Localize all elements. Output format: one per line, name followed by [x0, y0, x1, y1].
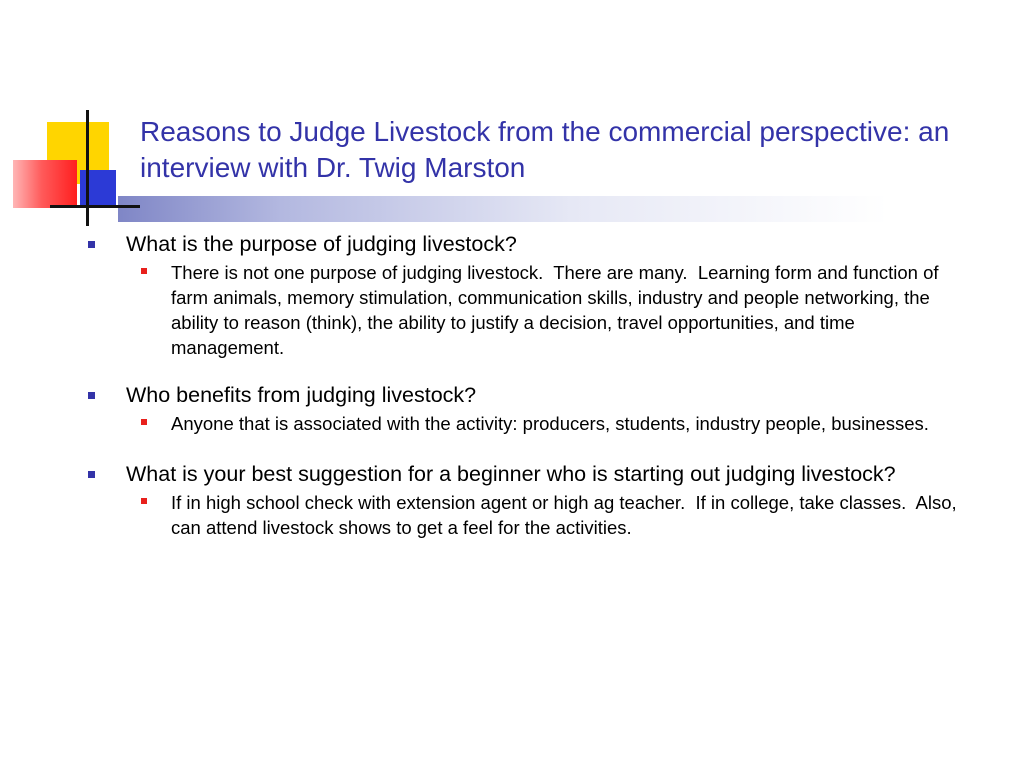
slide-body	[88, 232, 968, 561]
answer-row	[88, 411, 968, 436]
slide-title: Reasons to Judge Livestock from the commercial perspective: an interview with Dr. Twig Marston	[140, 116, 950, 183]
qa-item	[88, 383, 968, 436]
red-gradient-decoration	[13, 160, 77, 208]
answer-text: There is not one purpose of judging livestock. There are many. Learning form and function of farm animals, memory stimulation, communication skills, industry and people networking, the ability to reason (think), the ability to justify a decision, travel opportunities, and time management.	[171, 262, 944, 358]
question-row	[88, 462, 968, 487]
qa-item	[88, 462, 968, 540]
question-row	[88, 232, 968, 257]
square-bullet-icon	[88, 392, 95, 399]
square-bullet-icon	[141, 268, 147, 274]
square-bullet-icon	[88, 471, 95, 478]
question-text: What is the purpose of judging livestock?	[126, 232, 517, 256]
answer-text: If in high school check with extension agent or high ag teacher. If in college, take classes. Also, can attend livestock shows to get a feel for the activities.	[171, 492, 962, 538]
horizontal-line-decoration	[50, 205, 140, 208]
square-bullet-icon	[141, 498, 147, 504]
answer-row	[88, 260, 968, 360]
qa-item	[88, 232, 968, 360]
question-row	[88, 383, 968, 408]
answer-row	[88, 490, 968, 540]
question-text: Who benefits from judging livestock?	[126, 383, 477, 407]
answer-text: Anyone that is associated with the activity: producers, students, industry people, businesses.	[171, 413, 929, 434]
vertical-line-decoration	[86, 110, 89, 226]
square-bullet-icon	[141, 419, 147, 425]
title-underline-gradient	[118, 196, 1024, 222]
question-text: What is your best suggestion for a beginner who is starting out judging livestock?	[126, 462, 896, 486]
square-bullet-icon	[88, 241, 95, 248]
